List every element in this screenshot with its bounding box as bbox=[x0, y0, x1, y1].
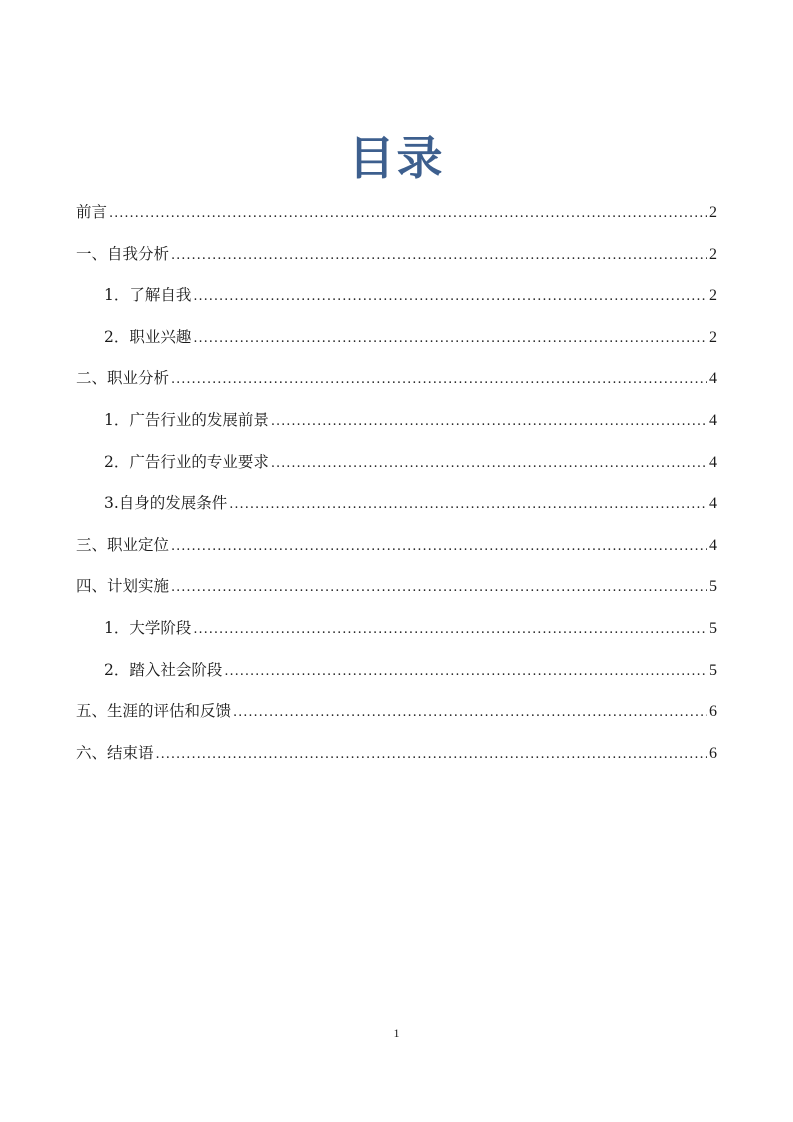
toc-entry-page: 4 bbox=[709, 536, 717, 554]
toc-leader-dots bbox=[171, 242, 707, 270]
toc-entry-label: 2．广告行业的专业要求 bbox=[104, 452, 269, 471]
toc-entry[interactable] bbox=[76, 281, 717, 323]
toc-entry[interactable] bbox=[76, 406, 717, 448]
toc-entry-label: 六、结束语 bbox=[76, 743, 154, 762]
toc-entry-page: 5 bbox=[709, 578, 717, 596]
toc-entry-label: 二、职业分析 bbox=[76, 369, 170, 388]
toc-entry[interactable] bbox=[76, 531, 717, 573]
toc-leader-dots bbox=[171, 533, 707, 561]
toc-entry-page: 5 bbox=[709, 619, 717, 637]
toc-leader-dots bbox=[193, 283, 707, 311]
table-of-contents bbox=[76, 198, 717, 780]
page-title: 目录 bbox=[348, 131, 445, 185]
toc-entry-label: 一、自我分析 bbox=[76, 244, 170, 263]
toc-entry-label: 五、生涯的评估和反馈 bbox=[76, 702, 232, 721]
toc-entry-page: 5 bbox=[709, 661, 717, 679]
toc-leader-dots bbox=[229, 491, 707, 519]
toc-entry-label: 1．大学阶段 bbox=[104, 618, 192, 637]
toc-leader-dots bbox=[193, 325, 707, 353]
toc-entry[interactable] bbox=[76, 448, 717, 490]
toc-entry[interactable] bbox=[76, 364, 717, 406]
toc-entry-label: 2．踏入社会阶段 bbox=[104, 660, 223, 679]
toc-entry[interactable] bbox=[76, 697, 717, 739]
toc-entry-label: 三、职业定位 bbox=[76, 535, 170, 554]
page-number: 1 bbox=[393, 1026, 400, 1040]
toc-entry-page: 2 bbox=[709, 287, 717, 305]
toc-entry-page: 4 bbox=[709, 370, 717, 388]
toc-entry-label: 四、计划实施 bbox=[76, 577, 170, 596]
toc-entry-label: 1．了解自我 bbox=[104, 286, 192, 305]
toc-entry[interactable] bbox=[76, 198, 717, 240]
toc-leader-dots bbox=[271, 408, 707, 436]
toc-leader-dots bbox=[156, 741, 707, 769]
toc-leader-dots bbox=[271, 450, 707, 478]
toc-entry-label: 1．广告行业的发展前景 bbox=[104, 410, 269, 429]
toc-entry-page: 6 bbox=[709, 703, 717, 721]
toc-entry-label: 2．职业兴趣 bbox=[104, 327, 192, 346]
toc-leader-dots bbox=[233, 699, 707, 727]
toc-entry-page: 4 bbox=[709, 453, 717, 471]
toc-entry[interactable] bbox=[76, 614, 717, 656]
toc-leader-dots bbox=[224, 658, 707, 686]
toc-entry[interactable] bbox=[76, 489, 717, 531]
toc-entry-page: 2 bbox=[709, 328, 717, 346]
toc-leader-dots bbox=[171, 574, 707, 602]
toc-entry-page: 4 bbox=[709, 495, 717, 513]
toc-entry[interactable] bbox=[76, 323, 717, 365]
toc-entry-page: 2 bbox=[709, 204, 717, 221]
toc-entry[interactable] bbox=[76, 739, 717, 781]
toc-entry-label: 前言 bbox=[76, 203, 108, 221]
toc-entry-page: 6 bbox=[709, 744, 717, 762]
toc-entry[interactable] bbox=[76, 572, 717, 614]
toc-leader-dots bbox=[109, 200, 707, 228]
toc-entry-label: 3.自身的发展条件 bbox=[104, 494, 228, 513]
toc-entry[interactable] bbox=[76, 240, 717, 282]
toc-entry-page: 2 bbox=[709, 245, 717, 263]
toc-leader-dots bbox=[193, 616, 707, 644]
toc-entry[interactable] bbox=[76, 656, 717, 698]
toc-entry-page: 4 bbox=[709, 411, 717, 429]
toc-leader-dots bbox=[171, 366, 707, 394]
